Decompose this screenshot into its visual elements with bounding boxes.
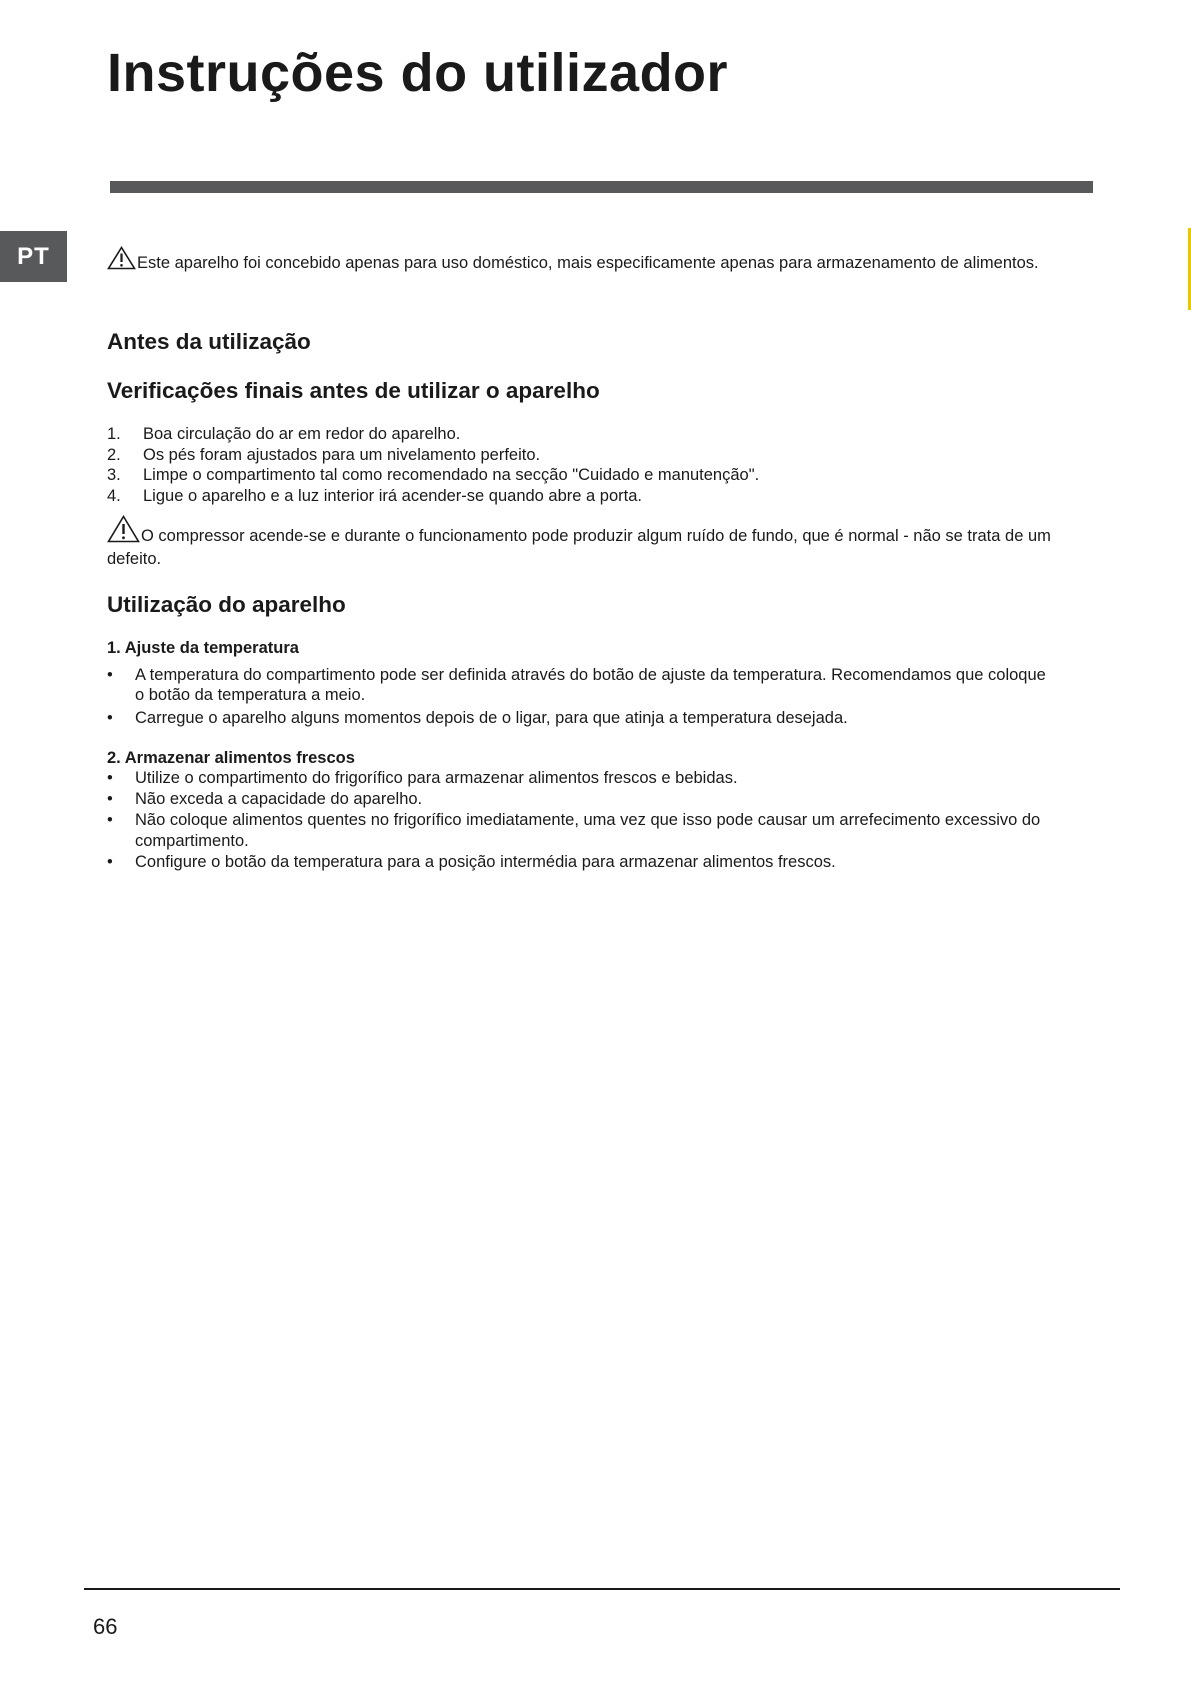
title-divider <box>110 181 1093 193</box>
page-title: Instruções do utilizador <box>107 43 729 103</box>
list-item: • Não exceda a capacidade do aparelho. <box>107 790 423 808</box>
domestic-use-notice <box>107 246 1057 273</box>
list-item: 1. Boa circulação do ar em redor do aparelho. <box>107 425 461 443</box>
domestic-use-text: Este aparelho foi concebido apenas para uso doméstico, mais especificamente apenas para armazenamento de alimentos. <box>137 254 1039 272</box>
temperature-list <box>107 665 1057 728</box>
checks-list <box>107 424 1057 506</box>
list-item: 4. Ligue o aparelho e a luz interior irá acender-se quando abre a porta. <box>107 486 642 505</box>
compressor-notice <box>107 515 1057 570</box>
warning-triangle-icon <box>107 515 140 549</box>
language-tab: PT <box>0 231 67 282</box>
compressor-text: O compressor acende-se e durante o funcionamento pode produzir algum ruído de fundo, que é normal - não se trata de um defeito. <box>107 527 1051 568</box>
warning-triangle-icon <box>107 246 136 273</box>
main-content <box>107 246 1057 873</box>
list-item: • Configure o botão da temperatura para a posição intermédia para armazenar alimentos frescos. <box>107 853 836 871</box>
section-heading-before-use: Antes da utilização <box>107 329 311 354</box>
list-item: • Utilize o compartimento do frigorífico para armazenar alimentos frescos e bebidas. <box>107 769 738 787</box>
section-heading-usage: Utilização do aparelho <box>107 592 346 617</box>
list-item: 2. Os pés foram ajustados para um nivelamento perfeito. <box>107 445 541 464</box>
subheading-fresh-food: 2. Armazenar alimentos frescos <box>107 749 355 767</box>
page-number: 66 <box>93 1614 118 1639</box>
fresh-food-list <box>107 768 1057 873</box>
subheading-temperature: 1. Ajuste da temperatura <box>107 639 299 657</box>
section-heading-final-checks: Verificações finais antes de utilizar o aparelho <box>107 378 600 403</box>
list-item: • Carregue o aparelho alguns momentos depois de o ligar, para que atinja a temperatura desejada. <box>107 709 848 727</box>
list-item: • A temperatura do compartimento pode ser definida através do botão de ajuste da temperatura. Recomendamos que coloque o botão da temperatura a meio. <box>107 666 1046 704</box>
list-item: • Não coloque alimentos quentes no frigorífico imediatamente, uma vez que isso pode causar um arrefecimento excessivo do compartimento. <box>107 811 1041 850</box>
footer-divider <box>84 1588 1120 1590</box>
list-item: 3. Limpe o compartimento tal como recomendado na secção "Cuidado e manutenção". <box>107 466 760 484</box>
